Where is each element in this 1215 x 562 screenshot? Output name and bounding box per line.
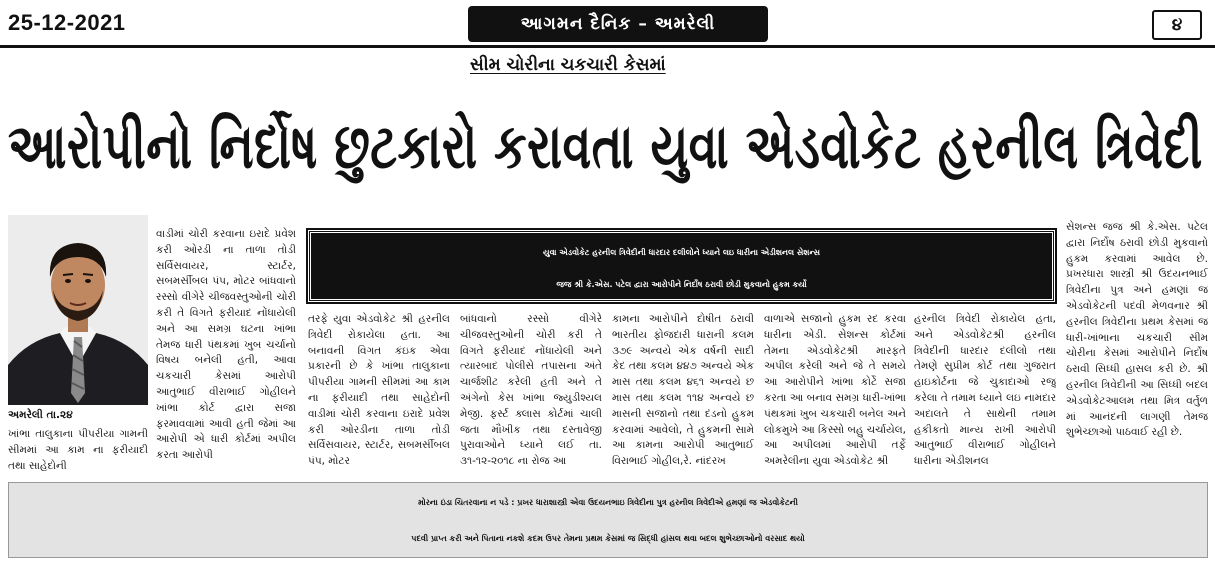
article-column-1: [156, 227, 296, 482]
column-1-lead-text: ખાંભા તાલુકાના પીપરીયા ગામની સીમમાં આ કામ ના ફરીયાદી તથા સાહેદોની: [8, 428, 148, 472]
article-column-3: [460, 312, 602, 480]
bottom-banner: [8, 482, 1208, 558]
advocate-photo: [8, 215, 148, 405]
article-column-7: [1066, 220, 1208, 480]
column-6-text: હરનીલ ત્રિવેદી રોકાયેલ હતા, અને એડવોકેટશ્રી હરનીલ ત્રિવેદીની ધારદાર દલીલો તથા તેમણે સુપ્રીમ કોર્ટ તથા ગુજરાત હાઇકોર્ટના જે ચુકાદાઓ રજુ કરેલા તે તમામ ધ્યાને લઇ નામદાર અદાલતે તે સાથેની તમામ હકીકતો માન્ય રાખી આરોપી આતુભાઈ વીરાભાઈ ગોહીલને ધારીના એડીશનલ: [914, 313, 1056, 468]
column-7-text: સેશન્સ જજ શ્રી કે.એસ. પટેલ દ્વારા નિર્દોષ ઠરાવી છોડી મુકવાનો હુકમ કરવામાં આવેલ છે. પ્રખરધારા શાસ્ત્રી શ્રી ઉદયનભાઈ ત્રિવેદીના પુત્ર અને હમણાં જ એડવોકેટની પદવી મેળવનાર શ્રી હરનીલ ત્રિવેદીના પ્રથમ કેસમાં જ ધારી-ખાંભાના ચકચારી સીમ ચોરીના કેસમાં આરોપીને નિર્દોષ ઠરાવી સિધ્ધી હાસલ કરી છે. શ્રી હરનીલ ત્રિવેદીની આ સિધ્ધી બદલ એડવોકેટઆલમ તથા મિત્ર વર્તુળ માં આનંદની લાગણી તેમજ શુભેચ્છાઓ પાઠવાઈ રહી છે.: [1066, 221, 1208, 439]
portrait-image: [8, 215, 148, 405]
column-1-text: વાડીમાં ચોરી કરવાના ઇરાદે પ્રવેશ કરી ઓરડી ના તાળા તોડી સર્વિસવાયર, સ્ટાર્ટર, સબમર્સીબલ પંપ, મોટર બાંધવાનો રસ્સો વીગેરે ચીજવસ્તુઓની ચોરી કરી તે વિગતે ફરીયાદ નોંધાયેલી અને આ સમગ્ર ઘટના ખાંભા તેમજ ધારી પંથકમાં ખુબ ચર્ચાનો વિષય બનેલી હતી, આવા ચકચારી કેસમાં આરોપી આતુભાઈ વીરાભાઈ ગોહીલને ખાંભા કોર્ટ દ્વારા સજા ફરમાવવામાં આવી હતી જેમાં આ આરોપી એ ધારી કોર્ટમાં અપીલ કરતા આરોપી: [156, 228, 296, 462]
banner-line-1: મોરના ઇંડા ચિતરવાના ન પડે : પ્રખર ધારાશાસ્ત્રી એવા ઉદયનભાઇ ત્રિવેદીના પુત્ર હરનીલ ત્રિવેદીએ હમણાં જ એડવોકેટની: [418, 498, 798, 507]
article-column-4: [612, 312, 754, 480]
dateline: અમરેલી તા.૨૪: [8, 409, 73, 421]
column-4-text: કામના આરોપીને દોષીત ઠરાવી ભારતીય ફોજદારી ધારાની કલમ ૩૭૯ અન્વયે એક વર્ષની સાદી કેદ તથા કલમ ૪૪૭ અન્વયે એક માસ તથા કલમ ૪૬૧ અન્વયે છ માસ તથા કલમ ૧૧૪ અન્વયે છ માસની સજાનો તથા દંડનો હુકમ કરવામાં આવેલો, તે હુકમની સામે આ કામના આરોપી આતુભાઈ વિરાભાઈ ગોહીલ,રે. નાંદરખ: [612, 313, 754, 468]
article-column-5: [764, 312, 906, 480]
article-column-6: [914, 312, 1056, 480]
header-divider: [0, 45, 1215, 48]
blurb-line-2: જજ શ્રી કે.એસ. પટેલ દ્વારા આરોપીને નિર્દોષ ઠરાવી છોડી મુકવાનો હુકમ કર્યો: [556, 280, 807, 289]
column-5-text: વાળાએ સજાનો હુકમ રદ કરવા ધારીના એડી. સેશન્સ કોર્ટમાં તેમના એડવોકેટશ્રી મારફતે અપીલ કરેલી અને જે તે સમયે આ આરોપીને ખાંભા કોર્ટે સજા કરતા આ બનાવ સમગ્ર ધારી-ખાંભા પંથકમાં ખુબ ચકચારી બનેલ અને લોકમુખે આ કિસ્સો બહુ ચર્ચાયેલ, આ અપીલમાં આરોપી તર્ફે અમરેલીના યુવા એડવોકેટ શ્રી: [764, 313, 906, 468]
banner-line-2: પદવી પ્રાપ્ત કરી અને પિતાના નકશે કદમ ઉપર તેમના પ્રથમ કેસમાં જ સિદ્ધી હાંસલ થવા બદલ શુભેચ્છાઓનો વરસાદ થયો: [411, 534, 805, 543]
column-3-text: બાંધવાનો રસ્સો વીગેરે ચીજવસ્તુઓની ચોરી કરી તે વિગતે ફરીયાદ નોંધાયેલી અને ત્યારબાદ પોલીસે તપાસના અંતે ચાર્જશીટ કરેલી હતી અને તે અંગેનો કેસ ખાંભા જ્યુડીશ્યલ મેજી. ફર્સ્ટ ક્લાસ કોર્ટમાં ચાલી જતા મૌખીક તથા દસ્તાવેજી પુરાવાઓને ધ્યાને લઈ તા. ૩૧-૧૨-૨૦૧૮ ના રોજ આ: [460, 313, 602, 468]
article-column-2: [308, 312, 450, 480]
issue-date: 25-12-2021: [8, 10, 126, 35]
page-number: ૪: [1152, 10, 1202, 40]
kicker-heading: સીમ ચોરીના ચકચારી કેસમાં: [470, 55, 666, 75]
article-column-1-lead: [8, 427, 148, 477]
highlight-blurb: [308, 230, 1055, 302]
column-2-text: તરફે યુવા એડવોકેટ શ્રી હરનીલ ત્રિવેદી રોકાયેલા હતા. આ બનાવની વિગત કંઇક એવા પ્રકારની છે કે ખાંભા તાલુકાના પીપરીયા ગામની સીમમાં આ કામ ના ફરીયાદી તથા સાહેદોની વાડીમાં ચોરી કરવાના ઇરાદે પ્રવેશ કરી ઓરડીના તાળા તોડી સર્વિસવાયર, સ્ટાર્ટર, સબમર્સીબલ પંપ, મોટર: [308, 313, 450, 468]
main-headline: આરોપીનો નિર્દોષ છુટકારો કરાવતા યુવા એડવોકેટ હરનીલ ત્રિવેદી: [8, 109, 1203, 183]
newspaper-masthead: આગમન દૈનિક – અમરેલી: [468, 6, 768, 42]
blurb-line-1: યુવા એડવોકેટ હરનીલ ત્રિવેદીની ધારદાર દલીલોને ધ્યાને લઇ ધારીના એડીશનલ સેશન્સ: [543, 248, 820, 257]
